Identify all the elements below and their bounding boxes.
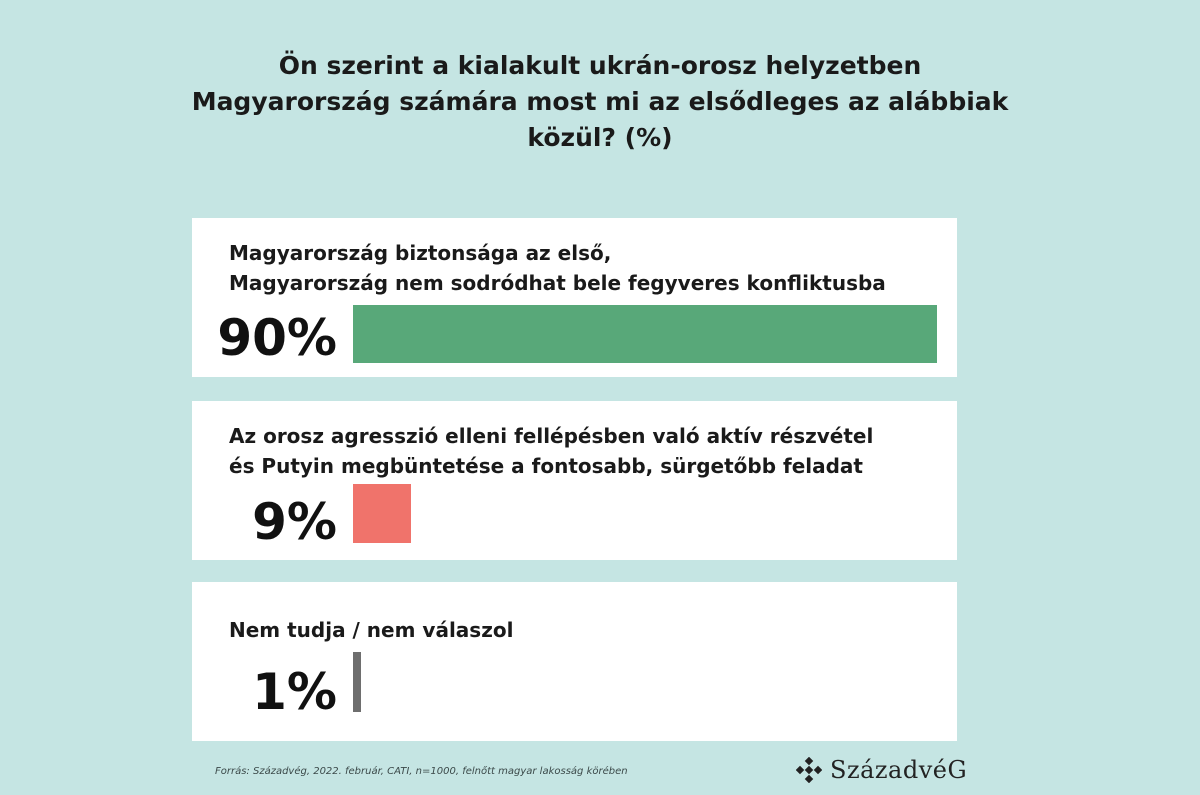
brand-logo — [796, 756, 967, 784]
logo-text: SzázadvéG — [830, 756, 968, 784]
answer-label-line: Magyarország nem sodródhat bele fegyveres konfliktusba — [229, 271, 886, 295]
bar — [353, 652, 361, 712]
diamond-ornament-icon — [796, 757, 822, 783]
title-line: Magyarország számára most mi az elsődleges az alábbiak — [191, 87, 1009, 116]
answer-label — [229, 615, 947, 645]
bar — [353, 484, 411, 543]
value-label: 9% — [252, 493, 337, 551]
title-line: közül? (%) — [527, 123, 673, 152]
answer-label-line: Az orosz agresszió elleni fellépésben való aktív részvétel — [229, 424, 874, 448]
answer-panel-2 — [192, 401, 957, 560]
answer-panel-1 — [192, 218, 957, 377]
answer-label — [229, 238, 947, 298]
answer-label-line: Magyarország biztonsága az első, — [229, 241, 612, 265]
value-label: 90% — [217, 309, 337, 367]
answer-panel-3 — [192, 582, 957, 741]
chart-title — [150, 48, 1050, 156]
bar — [353, 305, 937, 363]
source-note: Forrás: Századvég, 2022. február, CATI, n=1000, felnőtt magyar lakosság körében — [215, 766, 628, 777]
answer-label — [229, 421, 947, 481]
answer-label-line: Nem tudja / nem válaszol — [229, 618, 514, 642]
answer-label-line: és Putyin megbüntetése a fontosabb, sürgetőbb feladat — [229, 454, 863, 478]
title-line: Ön szerint a kialakult ukrán-orosz helyzetben — [278, 51, 922, 80]
value-label: 1% — [252, 663, 337, 721]
